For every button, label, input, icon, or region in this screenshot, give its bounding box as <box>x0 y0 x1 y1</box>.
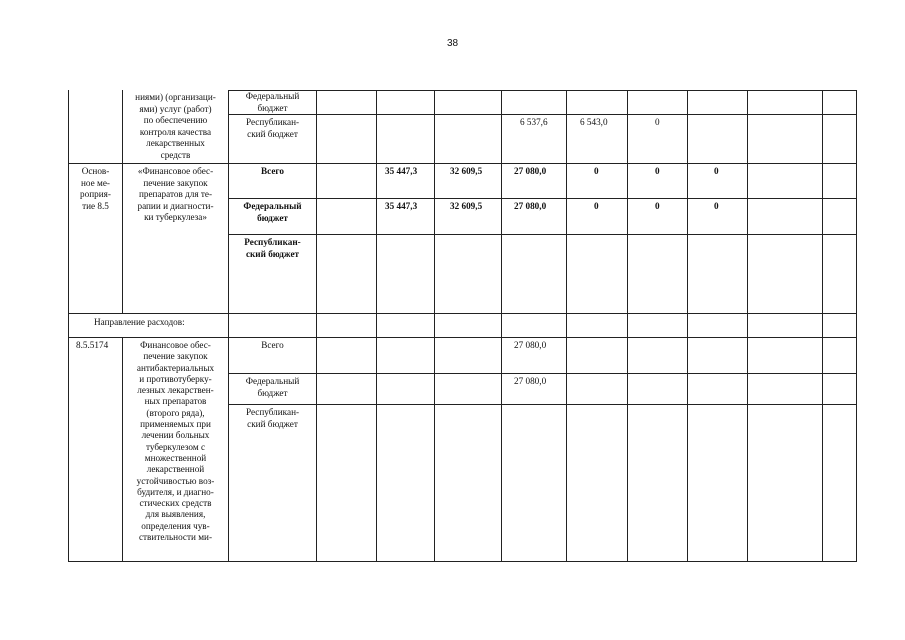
value-cell: 35 447,3 <box>385 166 418 176</box>
item-code: 8.5.5174 <box>76 340 109 350</box>
table-rule <box>501 90 502 562</box>
value-cell: 27 080,0 <box>514 376 547 386</box>
value-cell: 0 <box>594 166 599 176</box>
value-cell: 0 <box>714 166 719 176</box>
source-federal: Федеральный бюджет <box>243 201 302 223</box>
table-rule <box>68 163 857 164</box>
value-cell: 27 080,0 <box>514 166 547 176</box>
table-rule <box>228 404 857 405</box>
value-cell: 32 609,5 <box>450 166 483 176</box>
value-cell: 0 <box>655 117 660 127</box>
table-rule <box>68 337 857 338</box>
item-name: Финансовое обес- печение закупок антибактериальных и противотуберку- лезных лекарствен- ных препаратов (второго ряда), применяемых при лечении больных туберкулезом с множественной лекарственной устойчивостью воз- будителя, и диагно- стических средств для выявления, определения чув- ствительности ми- <box>136 340 215 543</box>
page-number: 38 <box>446 38 459 49</box>
table-rule <box>316 90 317 562</box>
value-cell: 32 609,5 <box>450 201 483 211</box>
table-rule <box>822 90 823 562</box>
source-republican: Республикан- ский бюджет <box>245 407 300 429</box>
source-total: Всего <box>261 340 284 350</box>
table-rule <box>627 90 628 562</box>
value-cell: 35 447,3 <box>385 201 418 211</box>
value-cell: 27 080,0 <box>514 340 547 350</box>
value-cell: 0 <box>594 201 599 211</box>
source-federal: Федеральный бюджет <box>245 91 300 113</box>
table-rule <box>434 90 435 562</box>
table-rule <box>228 373 857 374</box>
value-cell: 6 543,0 <box>580 117 608 127</box>
table-rule <box>566 90 567 562</box>
measure-code: Основ- ное ме- роприя- тие 8.5 <box>80 166 111 211</box>
table-rule <box>228 90 857 91</box>
table-rule <box>68 313 857 314</box>
table-rule <box>68 90 69 562</box>
table-rule <box>856 90 857 562</box>
value-cell: 6 537,6 <box>520 117 548 127</box>
table-rule <box>376 90 377 562</box>
table-rule <box>68 561 857 562</box>
value-cell: 27 080,0 <box>514 201 547 211</box>
source-federal: Федеральный бюджет <box>245 376 300 398</box>
table-rule <box>228 114 857 115</box>
value-cell: 0 <box>655 201 660 211</box>
source-republican: Республикан- ский бюджет <box>245 117 300 139</box>
source-republican: Республикан- ский бюджет <box>244 237 301 259</box>
direction-label: Направление расходов: <box>94 317 185 327</box>
table-rule <box>747 90 748 562</box>
source-total: Всего <box>261 166 284 176</box>
table-rule <box>228 234 857 235</box>
measure-name: «Финансовое обес- печение закупок препаратов для те- рапии и диагности- ки туберкулеза» <box>137 166 214 223</box>
table-rule <box>687 90 688 562</box>
table-rule <box>228 198 857 199</box>
value-cell: 0 <box>714 201 719 211</box>
activity-name-continued: ниями) (организаци- ями) услуг (работ) по обеспечению контроля качества лекарственных средств <box>135 92 216 160</box>
value-cell: 0 <box>655 166 660 176</box>
